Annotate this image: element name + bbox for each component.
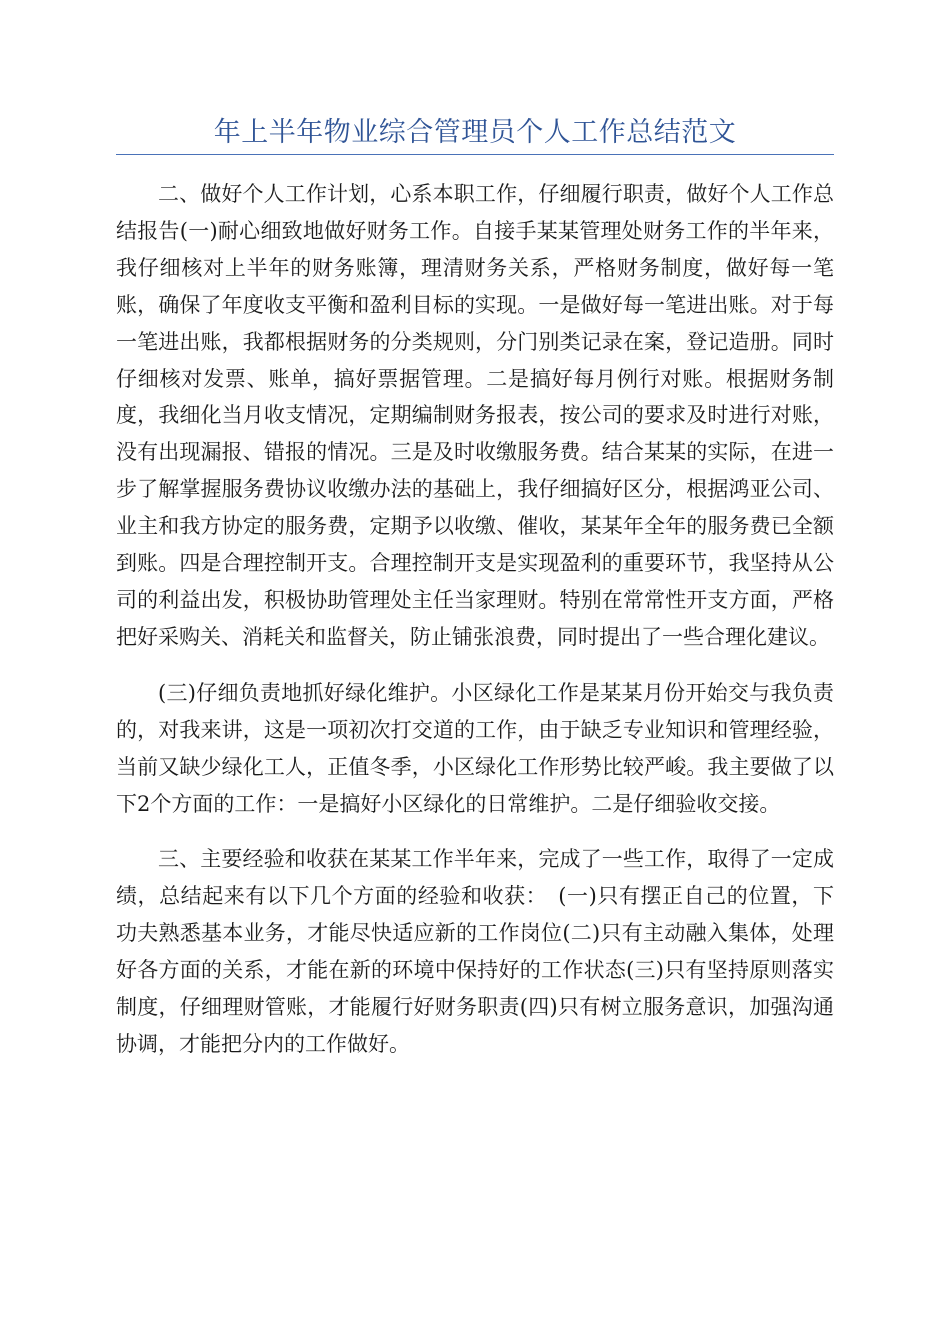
document-title: 年上半年物业综合管理员个人工作总结范文: [213, 117, 737, 148]
paragraph-experience-gains: 三、主要经验和收获在某某工作半年来，完成了一些工作，取得了一定成绩，总结起来有以下几个方面的经验和收获： (一)只有摆正自己的位置，下功夫熟悉基本业务，才能尽快适应新的工作岗位(二)只有主动融入集体，处理好各方面的关系，才能在新的环境中保持好的工作状态(三)只有坚持原则落实制度，仔细理财管账，才能履行好财务职责(四)只有树立服务意识，加强沟通协调，才能把分内的工作做好。: [116, 847, 834, 1056]
document-body: [116, 176, 834, 1082]
title-underline-divider: [116, 154, 834, 155]
paragraph-financial-work: 二、做好个人工作计划，心系本职工作，仔细履行职责，做好个人工作总结报告(一)耐心细致地做好财务工作。自接手某某管理处财务工作的半年来，我仔细核对上半年的财务账簿，理清财务关系，严格财务制度，做好每一笔账，确保了年度收支平衡和盈利目标的实现。一是做好每一笔进出账。对于每一笔进出账，我都根据财务的分类规则，分门别类记录在案，登记造册。同时仔细核对发票、账单，搞好票据管理。二是搞好每月例行对账。根据财务制度，我细化当月收支情况，定期编制财务报表，按公司的要求及时进行对账，没有出现漏报、错报的情况。三是及时收缴服务费。结合某某的实际，在进一步了解掌握服务费协议收缴办法的基础上，我仔细搞好区分，根据鸿亚公司、业主和我方协定的服务费，定期予以收缴、催收，某某年全年的服务费已全额到账。四是合理控制开支。合理控制开支是实现盈利的重要环节，我坚持从公司的利益出发，积极协助管理处主任当家理财。特别在常常性开支方面，严格把好采购关、消耗关和监督关，防止铺张浪费，同时提出了一些合理化建议。: [116, 182, 834, 649]
paragraph-greening-maintenance: (三)仔细负责地抓好绿化维护。小区绿化工作是某某月份开始交与我负责的，对我来讲，这是一项初次打交道的工作，由于缺乏专业知识和管理经验，当前又缺少绿化工人，正值冬季，小区绿化工作形势比较严峻。我主要做了以下2个方面的工作：一是搞好小区绿化的日常维护。二是仔细验收交接。: [116, 680, 834, 816]
